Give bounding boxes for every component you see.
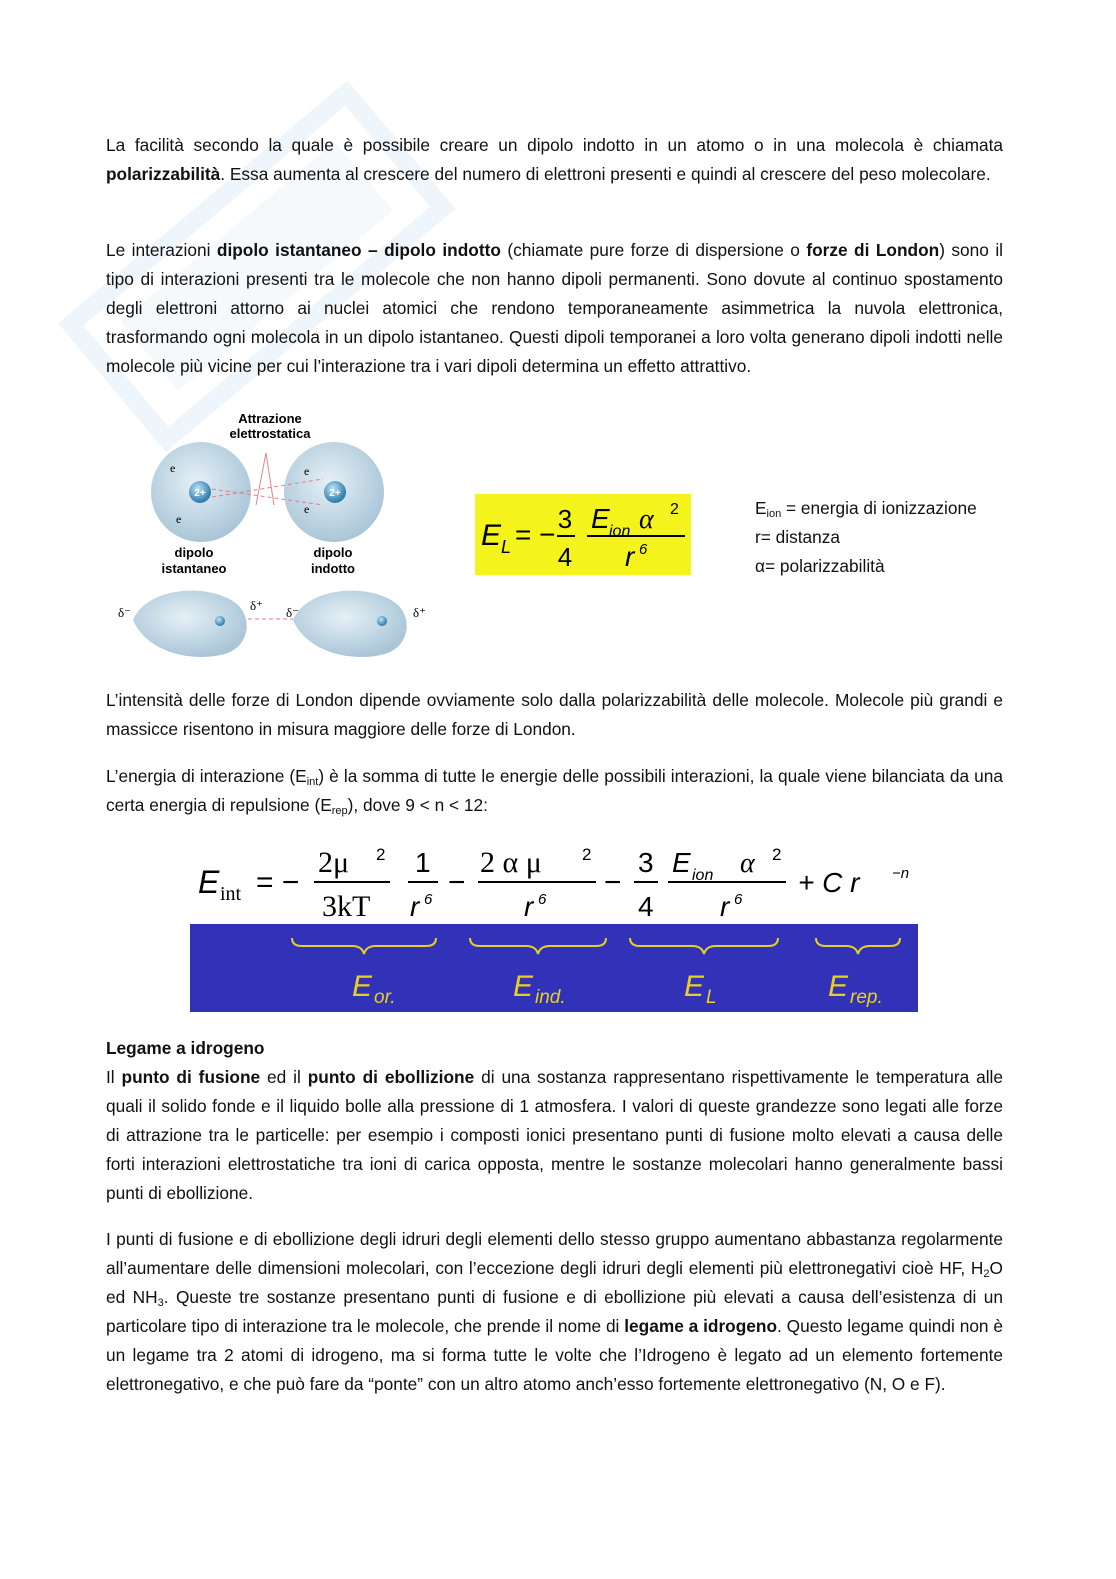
svg-text:E: E — [591, 503, 610, 534]
svg-text:E: E — [198, 864, 220, 900]
polarized-molecule-left — [133, 591, 247, 657]
label-e-or: E — [352, 970, 373, 1003]
svg-text:2+: 2+ — [329, 488, 341, 499]
svg-text:6: 6 — [734, 891, 743, 908]
paragraph-polarizzabilita: La facilità secondo la quale è possibile creare un dipolo indotto in un atomo o in una molecola è chiamata polarizzabilità. Essa aumenta al crescere del numero di elettroni presenti e quindi al crescere del peso molecolare. — [106, 135, 1003, 184]
svg-text:δ⁻: δ⁻ — [286, 605, 299, 620]
svg-text:α: α — [740, 848, 755, 879]
svg-text:E: E — [672, 847, 691, 878]
svg-text:e: e — [304, 464, 310, 478]
legend-r: r= distanza — [755, 527, 841, 547]
svg-text:2: 2 — [670, 501, 679, 518]
svg-text:2: 2 — [772, 845, 782, 864]
svg-text:indotto: indotto — [310, 561, 356, 576]
svg-text:−: − — [448, 866, 466, 899]
paragraph-london-forces: Le interazioni dipolo istantaneo – dipolo indotto (chiamate pure forze di dispersione o forze di London) sono il tipo di interazioni presenti tra le molecole che non hanno dipoli permanenti. Sono dovute al continuo spostamento degli elettroni attorno ai nuclei atomici che rendono temporaneamente asimmetrica la nuvola elettronica, trasformando ogni molecola in un dipolo istantaneo. Questi dipoli temporanei a loro volta generano dipoli indotti nelle molecole più vicine per cui l’interazione tra i vari dipoli determina un effetto attrattivo. — [106, 240, 1003, 376]
svg-text:2μ: 2μ — [318, 846, 350, 879]
svg-text:δ⁺: δ⁺ — [250, 598, 263, 613]
svg-text:E: E — [481, 519, 502, 552]
svg-text:−: − — [604, 866, 622, 899]
svg-text:6: 6 — [538, 891, 547, 908]
legend-eion: $E_{ion}$ = energia di ionizzazione — [755, 498, 977, 520]
label-attrazione: Attrazione — [238, 411, 302, 426]
polarized-molecule-right — [293, 591, 407, 657]
svg-text:1: 1 — [415, 847, 431, 878]
paragraph-energia-interazione: L’energia di interazione $(E_{int})$ è la somma di tutte le energie delle possibili interazioni, la quale viene bilanciata da una certa energia di repulsione $(E_{rep})$, dove 9 < n < 12: — [106, 766, 1004, 817]
svg-text:δ⁺: δ⁺ — [413, 605, 426, 620]
svg-text:+ C r: + C r — [798, 867, 860, 898]
paragraph-intensita: L’intensità delle forze di London dipende ovviamente solo dalla polarizzabilità delle molecole. Molecole più grandi e massicce risentono in misura maggiore delle forze di London. — [106, 690, 1003, 739]
svg-text:α: α — [639, 504, 654, 535]
svg-text:r: r — [524, 891, 534, 922]
svg-text:4: 4 — [557, 542, 573, 572]
svg-text:6: 6 — [639, 541, 648, 558]
svg-text:dipolo: dipolo — [313, 545, 353, 560]
svg-text:e: e — [176, 512, 182, 526]
svg-text:e: e — [304, 502, 310, 516]
svg-text:2: 2 — [376, 845, 386, 864]
svg-text:e: e — [170, 461, 176, 475]
label-e-l: E — [684, 970, 705, 1003]
paragraph-punto-fusione: Il punto di fusione ed il punto di ebollizione di una sostanza rappresentano rispettivamente le temperatura alle quali il solido fonde e il liquido bolle alla pressione di 1 atmosfera. I valori di queste grandezze sono legati alle forze di attrazione tra le particelle: per esempio i composti ionici presentano punti di fusione molto elevati a causa delle forti interazioni elettrostatiche tra ioni di carica opposta, mentre le sostanze molecolari hanno generalmente bassi punti di ebollizione. — [106, 1067, 1003, 1203]
label-elettrostatica: elettrostatica — [229, 426, 311, 441]
svg-text:3: 3 — [638, 847, 654, 878]
svg-text:ind.: ind. — [535, 987, 566, 1008]
legend-alpha: α= polarizzabilità — [755, 556, 885, 576]
label-e-rep: E — [828, 970, 849, 1003]
svg-text:δ⁻: δ⁻ — [118, 605, 131, 620]
label-e-ind: E — [513, 970, 534, 1003]
svg-text:int: int — [220, 883, 242, 905]
svg-text:ion: ion — [609, 523, 631, 540]
svg-text:= −: = − — [256, 866, 300, 899]
svg-text:4: 4 — [638, 891, 654, 922]
svg-text:L: L — [706, 987, 717, 1008]
svg-text:ion: ion — [692, 867, 714, 884]
svg-text:2 α μ: 2 α μ — [480, 846, 542, 879]
london-energy-formula — [475, 494, 691, 575]
svg-text:or.: or. — [374, 987, 396, 1008]
svg-text:3kT: 3kT — [322, 890, 371, 923]
svg-text:r: r — [720, 891, 730, 922]
svg-text:2+: 2+ — [194, 488, 206, 499]
formula-legend — [755, 494, 977, 581]
dipole-diagram — [108, 405, 438, 665]
section-heading-legame-idrogeno: Legame a idrogeno — [106, 1038, 265, 1058]
interaction-energy-formula — [190, 838, 918, 1012]
svg-text:3: 3 — [557, 504, 573, 534]
paragraph-idruri: I punti di fusione e di ebollizione degli idruri degli elementi dello stesso gruppo aumentano abbastanza regolarmente all’aumentare delle dimensioni molecolari, con l’eccezione degli idruri degli elementi più elettronegativi cioè HF, $H_2O$ ed $NH_3$. Queste tre sostanze presentano punti di fusione e di ebollizione più elevati a causa dell’esistenza di un particolare tipo di interazione tra le molecole, che prende il nome di legame a idrogeno. Questo legame quindi non è un legame tra 2 atomi di idrogeno, ma si forma tutte le volte che l’Idrogeno è legato ad un elemento fortemente elettronegativo, e che può fare da “ponte” con un altro atomo anch’esso fortemente elettronegativo (N, O e F). — [106, 1229, 1004, 1394]
svg-text:istantaneo: istantaneo — [161, 561, 227, 576]
svg-text:6: 6 — [424, 891, 433, 908]
svg-text:r: r — [625, 541, 635, 572]
svg-text:r: r — [410, 891, 420, 922]
svg-text:rep.: rep. — [850, 987, 883, 1008]
svg-text:L: L — [501, 537, 512, 557]
svg-text:dipolo: dipolo — [174, 545, 214, 560]
svg-text:= −: = − — [515, 519, 556, 550]
svg-text:2: 2 — [582, 845, 592, 864]
svg-text:−n: −n — [892, 865, 910, 882]
